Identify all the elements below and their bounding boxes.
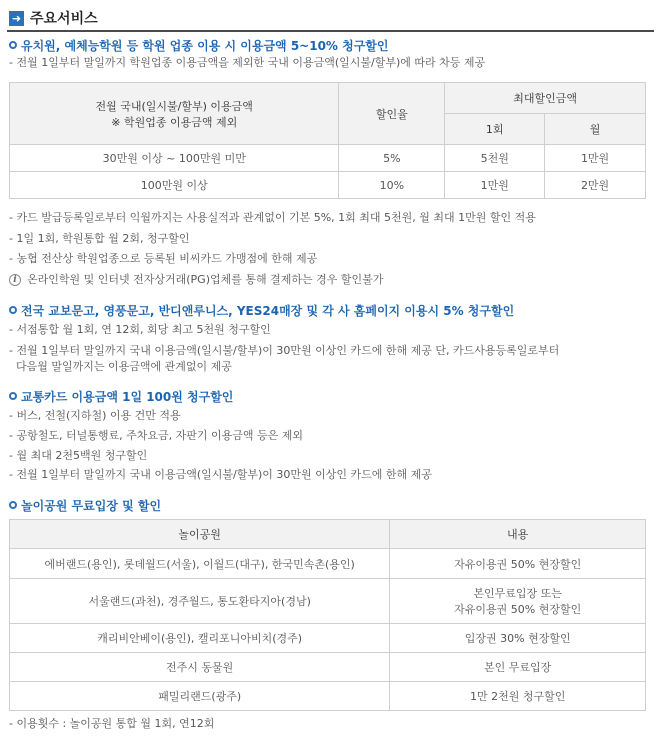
info-icon: i — [9, 274, 21, 286]
circle-bullet-icon — [9, 306, 17, 314]
table-row: 30만원 이상 ~ 100만원 미만 5% 5천원 1만원 — [10, 145, 646, 172]
academy-discount-table — [9, 82, 646, 199]
circle-bullet-icon — [9, 501, 17, 509]
circle-bullet-icon — [9, 392, 17, 400]
bookstore-line-2: - 전월 1일부터 말일까지 국내 이용금액(일시불/할부)이 30만원 이상인 카드에 한해 제공 단, 카드사용등록일로부터 — [9, 344, 560, 357]
amusement-table — [9, 519, 646, 711]
table-header-max: 최대할인금액 — [445, 83, 646, 114]
academy-info: i 온라인학원 및 인터넷 전자상거래(PG)업체를 통해 결제하는 경우 할인불가 — [9, 271, 651, 288]
transit-line-4: - 전월 1일부터 말일까지 국내 이용금액(일시불/할부)이 30만원 이상인 카드에 한해 제공 — [9, 468, 432, 481]
academy-note-2: - 1일 1회, 학원통합 월 2회, 청구할인 — [9, 232, 190, 245]
table-header-park: 놀이공원 — [10, 520, 390, 549]
table-row: 100만원 이상 10% 1만원 2만원 — [10, 172, 646, 199]
title-divider — [7, 30, 654, 32]
page-title-text: 주요서비스 — [30, 11, 98, 27]
bookstore-line-3: 다음월 말일까지는 이용금액에 관계없이 제공 — [16, 360, 232, 373]
table-header-rate: 할인율 — [339, 83, 445, 145]
arrow-right-icon: ➜ — [9, 11, 24, 26]
table-header-content: 내용 — [390, 520, 646, 549]
table-subheader-once: 1회 — [445, 114, 545, 145]
table-row: 서울랜드(과천), 경주월드, 통도환타지아(경남) 본인무료입장 또는 자유이용권 50% 현장할인 — [10, 579, 646, 624]
section-bookstore-heading: 전국 교보문고, 영풍문고, 반디앤루니스, YES24매장 및 각 사 홈페이지 이용시 5% 청구할인 — [9, 302, 514, 318]
transit-line-1: - 버스, 전철(지하철) 이용 건만 적용 — [9, 409, 181, 422]
academy-desc: - 전월 1일부터 말일까지 학원업종 이용금액을 제외한 국내 이용금액(일시불/할부)에 따라 차등 제공 — [9, 56, 486, 69]
bookstore-line-1: - 서점통합 월 1회, 연 12회, 회당 최고 5천원 청구할인 — [9, 323, 271, 336]
page-title — [9, 8, 98, 28]
academy-note-1: - 카드 발급등록일로부터 익월까지는 사용실적과 관계없이 기본 5%, 1회 최대 5천원, 월 최대 1만원 할인 적용 — [9, 211, 536, 224]
table-row: 에버랜드(용인), 롯데월드(서울), 이월드(대구), 한국민속촌(용인) 자유이용권 50% 현장할인 — [10, 549, 646, 579]
section-academy-heading: 유치원, 예체능학원 등 학원 업종 이용 시 이용금액 5~10% 청구할인 — [9, 37, 389, 53]
academy-note-3: - 농협 전산상 학원업종으로 등록된 비씨카드 가맹점에 한해 제공 — [9, 252, 318, 265]
table-subheader-month: 월 — [545, 114, 646, 145]
table-header-amount: 전월 국내(일시불/할부) 이용금액 ※ 학원업종 이용금액 제외 — [10, 83, 339, 145]
table-row: 캐리비안베이(용인), 캘리포니아비치(경주) 입장권 30% 현장할인 — [10, 624, 646, 653]
transit-line-3: - 월 최대 2천5백원 청구할인 — [9, 449, 148, 462]
table-row: 전주시 동물원 본인 무료입장 — [10, 653, 646, 682]
transit-line-2: - 공항철도, 터널통행료, 주차요금, 자판기 이용금액 등은 제외 — [9, 429, 303, 442]
amusement-usage-limit: - 이용횟수 : 놀이공원 통합 월 1회, 연12회 — [9, 717, 215, 730]
table-row: 패밀리랜드(광주) 1만 2천원 청구할인 — [10, 682, 646, 711]
circle-bullet-icon — [9, 41, 17, 49]
section-amusement-heading: 놀이공원 무료입장 및 할인 — [9, 497, 161, 513]
section-transit-heading: 교통카드 이용금액 1일 100원 청구할인 — [9, 388, 233, 404]
